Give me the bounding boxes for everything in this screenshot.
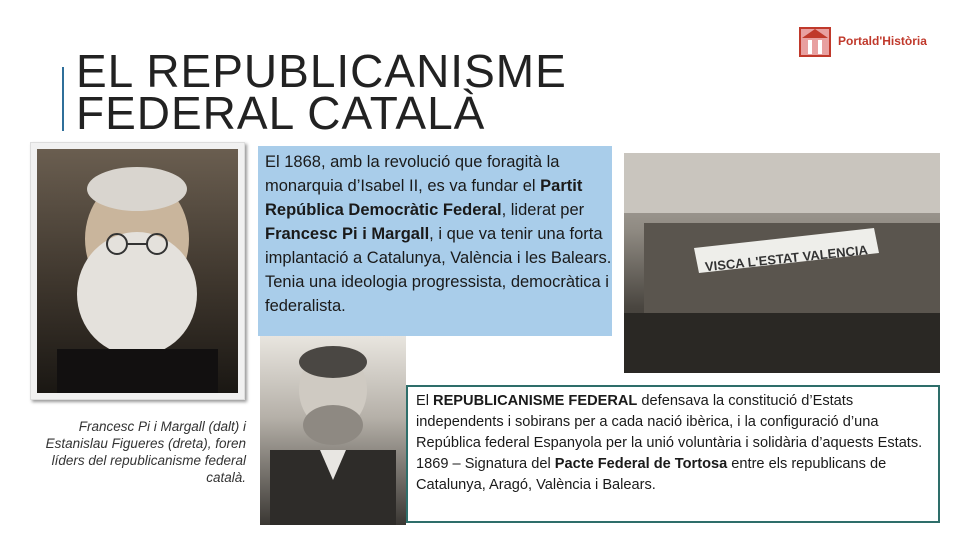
portal-historia-logo <box>798 24 940 58</box>
house-logo-icon <box>798 24 834 58</box>
portrait-estanislau-figueres <box>260 330 406 525</box>
title-line-2: FEDERAL CATALÀ <box>76 87 486 139</box>
crowd-photo <box>624 153 940 373</box>
title-accent-bar <box>62 67 64 131</box>
portrait-photo <box>37 149 238 393</box>
intro-paragraph: El 1868, amb la revolució que foragità la monarquia d’Isabel II, es va fundar el Partit República Democràtic Federal, liderat per Francesc Pi i Margall, i que va tenir una forta implantació a Catalunya, València i les Balears. Tenia una ideologia progressista, democràtica i federalista. <box>265 153 612 315</box>
banner-text: VISCA L'ESTAT VALENCIA <box>704 242 869 275</box>
title-line-1: EL REPUBLICANISME <box>76 45 567 97</box>
portrait-pi-i-margall <box>30 142 245 400</box>
federalism-paragraph: El REPUBLICANISME FEDERAL defensava la constitució d’Estats independents i sobirans per a cada nació ibèrica, i la configuració d’una República federal Espanyola per la unió voluntària i solidària d’aquests Estats. 1869 – Signatura del Pacte Federal de Tortosa entre els republicans de Catalunya, Aragó, València i Balears. <box>416 393 923 493</box>
portraits-caption: Francesc Pi i Margall (dalt) i Estanislau Figueres (dreta), foren líders del republicanisme federal català. <box>45 419 246 485</box>
logo-text: Portald'Història <box>838 34 927 48</box>
slide-title <box>76 45 567 139</box>
